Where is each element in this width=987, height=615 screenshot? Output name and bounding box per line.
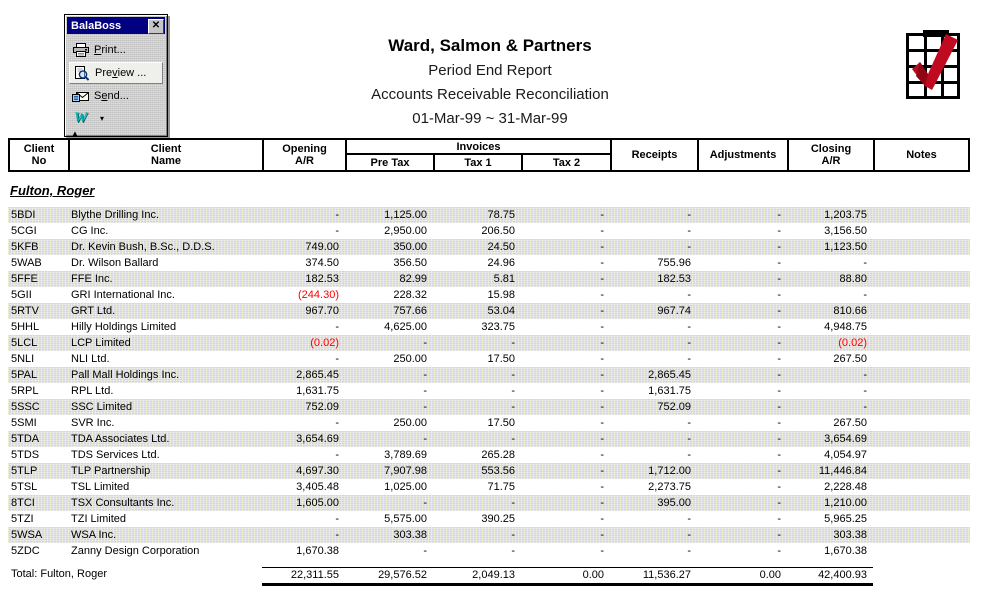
report-subtitle: Accounts Receivable Reconciliation bbox=[371, 86, 609, 103]
cell-adjustments: - bbox=[777, 401, 781, 413]
cell-receipts: - bbox=[687, 353, 691, 365]
report-table bbox=[8, 138, 970, 584]
send-label: Send... bbox=[94, 90, 129, 102]
cell-adjustments: - bbox=[777, 545, 781, 557]
cell-adjustments: - bbox=[777, 257, 781, 269]
col-header-tax-1: Tax 1 bbox=[435, 155, 523, 170]
toolbar-items bbox=[65, 36, 167, 136]
cell-client-name: LCP Limited bbox=[71, 337, 131, 349]
cell-adjustments: - bbox=[777, 513, 781, 525]
col-header-tax-2: Tax 2 bbox=[523, 155, 612, 170]
cell-pre-tax: 350.00 bbox=[393, 241, 427, 253]
cell-pre-tax: 82.99 bbox=[399, 273, 427, 285]
send-icon bbox=[72, 89, 89, 104]
cell-client-no: 5KFB bbox=[11, 241, 39, 253]
cell-closing-ar: 1,210.00 bbox=[824, 497, 867, 509]
cell-tax-2: - bbox=[600, 449, 604, 461]
cell-notes bbox=[873, 271, 970, 287]
cell-pre-tax: - bbox=[423, 385, 427, 397]
cell-tax-2: - bbox=[600, 305, 604, 317]
close-icon[interactable]: ✕ bbox=[148, 19, 164, 34]
cell-adjustments: - bbox=[777, 289, 781, 301]
cell-receipts: - bbox=[687, 417, 691, 429]
cell-adjustments: - bbox=[777, 497, 781, 509]
cell-tax-1: - bbox=[511, 369, 515, 381]
table-row bbox=[8, 335, 970, 351]
cell-notes bbox=[873, 479, 970, 495]
company-name: Ward, Salmon & Partners bbox=[388, 36, 592, 55]
cell-adjustments: - bbox=[777, 225, 781, 237]
cell-receipts: 967.74 bbox=[657, 305, 691, 317]
cell-client-no: 5PAL bbox=[11, 369, 38, 381]
cell-receipts: - bbox=[687, 209, 691, 221]
cell-closing-ar: 267.50 bbox=[833, 417, 867, 429]
cell-pre-tax: 5,575.00 bbox=[384, 513, 427, 525]
cell-receipts: 2,273.75 bbox=[648, 481, 691, 493]
cell-tax-1: 5.81 bbox=[493, 273, 515, 285]
col-header-invoices: Invoices bbox=[347, 140, 612, 155]
cell-opening-ar: 749.00 bbox=[305, 241, 339, 253]
report-title-block bbox=[230, 36, 750, 134]
cell-client-name: TLP Partnership bbox=[71, 465, 151, 477]
printer-icon bbox=[72, 43, 89, 58]
table-row bbox=[8, 383, 970, 399]
col-header-pre-tax: Pre Tax bbox=[347, 155, 435, 170]
cell-adjustments: - bbox=[777, 353, 781, 365]
overflow-arrow-icon: ▲ bbox=[71, 129, 79, 138]
cell-pre-tax: - bbox=[423, 369, 427, 381]
col-header-client-name: Client Name bbox=[70, 140, 264, 170]
cell-receipts: - bbox=[687, 289, 691, 301]
cell-adjustments: - bbox=[777, 305, 781, 317]
cell-client-no: 5WAB bbox=[11, 257, 42, 269]
cell-opening-ar: - bbox=[335, 353, 339, 365]
cell-pre-tax: - bbox=[423, 545, 427, 557]
cell-opening-ar: 1,631.75 bbox=[296, 385, 339, 397]
preview-button[interactable] bbox=[69, 62, 163, 84]
cell-client-name: CG Inc. bbox=[71, 225, 109, 237]
cell-client-name: Zanny Design Corporation bbox=[71, 545, 200, 557]
cell-tax-2: - bbox=[600, 209, 604, 221]
col-header-adjustments: Adjustments bbox=[699, 140, 789, 170]
cell-pre-tax: - bbox=[423, 433, 427, 445]
cell-opening-ar: 3,654.69 bbox=[296, 433, 339, 445]
cell-adjustments: - bbox=[777, 337, 781, 349]
col-header-receipts: Receipts bbox=[612, 140, 699, 170]
cell-client-name: SSC Limited bbox=[71, 401, 133, 413]
cell-pre-tax: - bbox=[423, 401, 427, 413]
cell-tax-2: - bbox=[600, 241, 604, 253]
cell-closing-ar: 303.38 bbox=[833, 529, 867, 541]
cell-notes bbox=[873, 415, 970, 431]
cell-closing-ar: - bbox=[863, 385, 867, 397]
cell-closing-ar: 810.66 bbox=[833, 305, 867, 317]
table-row bbox=[8, 495, 970, 511]
cell-pre-tax: 7,907.98 bbox=[384, 465, 427, 477]
cell-receipts: - bbox=[687, 433, 691, 445]
cell-client-no: 5CGI bbox=[11, 225, 37, 237]
cell-adjustments: - bbox=[777, 465, 781, 477]
cell-closing-ar: 267.50 bbox=[833, 353, 867, 365]
col-header-client-no: Client No bbox=[10, 140, 70, 170]
cell-receipts: - bbox=[687, 337, 691, 349]
cell-notes bbox=[873, 447, 970, 463]
cell-client-name: Hilly Holdings Limited bbox=[71, 321, 177, 333]
cell-client-name: TSL Limited bbox=[71, 481, 130, 493]
cell-notes bbox=[873, 383, 970, 399]
cell-tax-2: - bbox=[600, 497, 604, 509]
cell-client-no: 5RTV bbox=[11, 305, 39, 317]
cell-adjustments: - bbox=[777, 433, 781, 445]
cell-adjustments: - bbox=[777, 209, 781, 221]
cell-opening-ar: 182.53 bbox=[305, 273, 339, 285]
cell-notes bbox=[873, 527, 970, 543]
cell-opening-ar: - bbox=[335, 321, 339, 333]
cell-tax-1: - bbox=[511, 545, 515, 557]
cell-tax-2: - bbox=[600, 273, 604, 285]
cell-pre-tax: 228.32 bbox=[393, 289, 427, 301]
cell-client-no: 5BDI bbox=[11, 209, 36, 221]
preview-label: Preview ... bbox=[95, 67, 147, 79]
cell-receipts: 755.96 bbox=[657, 257, 691, 269]
cell-client-no: 5ZDC bbox=[11, 545, 40, 557]
cell-notes bbox=[873, 255, 970, 271]
table-row bbox=[8, 479, 970, 495]
cell-client-no: 5HHL bbox=[11, 321, 40, 333]
cell-closing-ar: 5,965.25 bbox=[824, 513, 867, 525]
col-header-notes: Notes bbox=[906, 149, 937, 161]
col-header-closing-ar: Closing A/R bbox=[789, 140, 875, 170]
cell-notes bbox=[873, 335, 970, 351]
cell-notes bbox=[873, 351, 970, 367]
cell-receipts: 2,865.45 bbox=[648, 369, 691, 381]
cell-client-no: 5SMI bbox=[11, 417, 37, 429]
cell-tax-2: - bbox=[600, 289, 604, 301]
print-label: Print... bbox=[94, 44, 126, 56]
cell-closing-ar: - bbox=[863, 369, 867, 381]
cell-client-name: SVR Inc. bbox=[71, 417, 115, 429]
cell-closing-ar: 2,228.48 bbox=[824, 481, 867, 493]
table-row bbox=[8, 543, 970, 559]
cell-opening-ar: 752.09 bbox=[305, 401, 339, 413]
cell-closing-ar: (0.02) bbox=[838, 337, 867, 349]
cell-opening-ar: - bbox=[335, 225, 339, 237]
cell-pre-tax: 757.66 bbox=[393, 305, 427, 317]
cell-client-name: TSX Consultants Inc. bbox=[71, 497, 175, 509]
cell-tax-2: - bbox=[600, 529, 604, 541]
table-header bbox=[8, 138, 970, 172]
table-row bbox=[8, 399, 970, 415]
cell-tax-2: - bbox=[600, 433, 604, 445]
cell-notes bbox=[873, 495, 970, 511]
cell-client-name: TDS Services Ltd. bbox=[71, 449, 160, 461]
cell-adjustments: - bbox=[777, 273, 781, 285]
cell-client-no: 5GII bbox=[11, 289, 32, 301]
cell-receipts: - bbox=[687, 241, 691, 253]
cell-adjustments: - bbox=[777, 385, 781, 397]
cell-closing-ar: 4,948.75 bbox=[824, 321, 867, 333]
cell-closing-ar: - bbox=[863, 289, 867, 301]
cell-notes bbox=[873, 463, 970, 479]
cell-tax-1: 53.04 bbox=[487, 305, 515, 317]
cell-closing-ar: 1,123.50 bbox=[824, 241, 867, 253]
cell-receipts: - bbox=[687, 321, 691, 333]
cell-client-no: 5SSC bbox=[11, 401, 40, 413]
cell-tax-2: - bbox=[600, 321, 604, 333]
cell-receipts: - bbox=[687, 513, 691, 525]
cell-opening-ar: 2,865.45 bbox=[296, 369, 339, 381]
cell-client-name: WSA Inc. bbox=[71, 529, 117, 541]
total-label: Total: Fulton, Roger bbox=[11, 568, 107, 580]
cell-client-no: 5TDA bbox=[11, 433, 40, 445]
cell-client-no: 5TDS bbox=[11, 449, 40, 461]
cell-opening-ar: 1,605.00 bbox=[296, 497, 339, 509]
cell-client-no: 5RPL bbox=[11, 385, 39, 397]
cell-tax-1: 15.98 bbox=[487, 289, 515, 301]
report-title: Period End Report bbox=[428, 62, 552, 79]
cell-tax-1: 24.50 bbox=[487, 241, 515, 253]
cell-client-no: 5NLI bbox=[11, 353, 35, 365]
toolbar-titlebar[interactable] bbox=[67, 17, 165, 34]
col-header-opening-ar: Opening A/R bbox=[264, 140, 347, 170]
cell-opening-ar: (0.02) bbox=[310, 337, 339, 349]
preview-icon bbox=[73, 66, 90, 81]
table-row bbox=[8, 431, 970, 447]
cell-pre-tax: 2,950.00 bbox=[384, 225, 427, 237]
cell-client-name: Blythe Drilling Inc. bbox=[71, 209, 160, 221]
total-tax-2: 0.00 bbox=[521, 567, 610, 586]
table-row bbox=[8, 239, 970, 255]
cell-pre-tax: 3,789.69 bbox=[384, 449, 427, 461]
table-row bbox=[8, 207, 970, 223]
cell-closing-ar: 88.80 bbox=[839, 273, 867, 285]
total-row bbox=[8, 567, 970, 584]
table-row bbox=[8, 511, 970, 527]
toolbar-title: BalaBoss bbox=[71, 19, 122, 32]
cell-client-no: 5TLP bbox=[11, 465, 38, 477]
cell-client-name: Pall Mall Holdings Inc. bbox=[71, 369, 180, 381]
cell-tax-1: 71.75 bbox=[487, 481, 515, 493]
cell-receipts: - bbox=[687, 225, 691, 237]
cell-notes bbox=[873, 319, 970, 335]
cell-closing-ar: 11,446.84 bbox=[818, 465, 867, 477]
cell-adjustments: - bbox=[777, 241, 781, 253]
cell-receipts: 1,631.75 bbox=[648, 385, 691, 397]
cell-tax-1: 24.96 bbox=[487, 257, 515, 269]
cell-tax-1: 390.25 bbox=[481, 513, 515, 525]
word-icon: W bbox=[73, 110, 88, 126]
cell-client-no: 5FFE bbox=[11, 273, 38, 285]
cell-tax-2: - bbox=[600, 225, 604, 237]
cell-client-no: 8TCI bbox=[11, 497, 35, 509]
cell-tax-2: - bbox=[600, 545, 604, 557]
cell-opening-ar: - bbox=[335, 529, 339, 541]
cell-pre-tax: 250.00 bbox=[393, 353, 427, 365]
table-row bbox=[8, 223, 970, 239]
cell-tax-2: - bbox=[600, 257, 604, 269]
total-adjustments: 0.00 bbox=[697, 567, 787, 586]
table-body bbox=[8, 207, 970, 559]
cell-tax-2: - bbox=[600, 417, 604, 429]
table-row bbox=[8, 527, 970, 543]
total-closing-ar: 42,400.93 bbox=[787, 567, 873, 586]
table-row bbox=[8, 319, 970, 335]
cell-client-no: 5WSA bbox=[11, 529, 43, 541]
cell-opening-ar: - bbox=[335, 417, 339, 429]
table-row bbox=[8, 351, 970, 367]
cell-tax-2: - bbox=[600, 465, 604, 477]
cell-tax-2: - bbox=[600, 481, 604, 493]
cell-pre-tax: - bbox=[423, 337, 427, 349]
table-row bbox=[8, 303, 970, 319]
cell-client-name: GRI International Inc. bbox=[71, 289, 175, 301]
cell-closing-ar: 3,654.69 bbox=[824, 433, 867, 445]
cell-pre-tax: 303.38 bbox=[393, 529, 427, 541]
cell-pre-tax: 1,125.00 bbox=[384, 209, 427, 221]
cell-tax-1: 265.28 bbox=[481, 449, 515, 461]
cell-notes bbox=[873, 431, 970, 447]
table-row bbox=[8, 271, 970, 287]
cell-tax-1: - bbox=[511, 337, 515, 349]
cell-client-no: 5TSL bbox=[11, 481, 38, 493]
send-button[interactable] bbox=[69, 86, 163, 106]
total-opening-ar: 22,311.55 bbox=[262, 567, 345, 586]
cell-client-name: Dr. Kevin Bush, B.Sc., D.D.S. bbox=[71, 241, 215, 253]
cell-adjustments: - bbox=[777, 321, 781, 333]
cell-tax-1: - bbox=[511, 497, 515, 509]
cell-pre-tax: - bbox=[423, 497, 427, 509]
cell-notes bbox=[873, 511, 970, 527]
total-tax-1: 2,049.13 bbox=[433, 567, 521, 586]
cell-tax-1: - bbox=[511, 385, 515, 397]
table-row bbox=[8, 447, 970, 463]
cell-pre-tax: 1,025.00 bbox=[384, 481, 427, 493]
cell-pre-tax: 250.00 bbox=[393, 417, 427, 429]
cell-opening-ar: 4,697.30 bbox=[296, 465, 339, 477]
cell-tax-1: 206.50 bbox=[481, 225, 515, 237]
cell-notes bbox=[873, 543, 970, 559]
cell-tax-1: - bbox=[511, 401, 515, 413]
cell-opening-ar: (244.30) bbox=[298, 289, 339, 301]
cell-closing-ar: 1,670.38 bbox=[824, 545, 867, 557]
table-row bbox=[8, 415, 970, 431]
cell-client-name: FFE Inc. bbox=[71, 273, 113, 285]
cell-pre-tax: 356.50 bbox=[393, 257, 427, 269]
cell-notes bbox=[873, 399, 970, 415]
cell-tax-2: - bbox=[600, 385, 604, 397]
cell-client-name: NLI Ltd. bbox=[71, 353, 110, 365]
cell-adjustments: - bbox=[777, 417, 781, 429]
checkmark-grid-logo-icon bbox=[903, 26, 967, 106]
cell-adjustments: - bbox=[777, 481, 781, 493]
cell-notes bbox=[873, 303, 970, 319]
cell-notes bbox=[873, 207, 970, 223]
cell-opening-ar: 374.50 bbox=[305, 257, 339, 269]
table-row bbox=[8, 287, 970, 303]
cell-closing-ar: - bbox=[863, 257, 867, 269]
cell-tax-1: 78.75 bbox=[487, 209, 515, 221]
cell-tax-2: - bbox=[600, 353, 604, 365]
cell-adjustments: - bbox=[777, 449, 781, 461]
cell-receipts: 1,712.00 bbox=[648, 465, 691, 477]
cell-receipts: - bbox=[687, 449, 691, 461]
total-receipts: 11,536.27 bbox=[610, 567, 697, 586]
cell-opening-ar: 3,405.48 bbox=[296, 481, 339, 493]
cell-closing-ar: - bbox=[863, 401, 867, 413]
word-button[interactable] bbox=[69, 108, 163, 128]
cell-receipts: 395.00 bbox=[657, 497, 691, 509]
cell-tax-1: 17.50 bbox=[487, 417, 515, 429]
cell-opening-ar: 967.70 bbox=[305, 305, 339, 317]
total-notes bbox=[873, 567, 970, 586]
balaboss-toolbar bbox=[64, 14, 168, 137]
report-period: 01-Mar-99 ~ 31-Mar-99 bbox=[412, 110, 568, 127]
cell-closing-ar: 4,054.97 bbox=[824, 449, 867, 461]
cell-opening-ar: 1,670.38 bbox=[296, 545, 339, 557]
cell-tax-2: - bbox=[600, 369, 604, 381]
cell-opening-ar: - bbox=[335, 449, 339, 461]
group-header: Fulton, Roger bbox=[10, 183, 95, 198]
cell-notes bbox=[873, 287, 970, 303]
cell-opening-ar: - bbox=[335, 513, 339, 525]
cell-opening-ar: - bbox=[335, 209, 339, 221]
cell-adjustments: - bbox=[777, 529, 781, 541]
cell-tax-1: - bbox=[511, 433, 515, 445]
cell-tax-1: 553.56 bbox=[481, 465, 515, 477]
cell-pre-tax: 4,625.00 bbox=[384, 321, 427, 333]
cell-client-name: TDA Associates Ltd. bbox=[71, 433, 170, 445]
cell-tax-2: - bbox=[600, 401, 604, 413]
cell-tax-2: - bbox=[600, 513, 604, 525]
cell-closing-ar: 1,203.75 bbox=[824, 209, 867, 221]
cell-receipts: 182.53 bbox=[657, 273, 691, 285]
cell-receipts: 752.09 bbox=[657, 401, 691, 413]
cell-tax-2: - bbox=[600, 337, 604, 349]
cell-tax-1: - bbox=[511, 529, 515, 541]
table-row bbox=[8, 367, 970, 383]
cell-adjustments: - bbox=[777, 369, 781, 381]
cell-receipts: - bbox=[687, 529, 691, 541]
chevron-down-icon[interactable]: ▾ bbox=[100, 113, 105, 123]
total-pre-tax: 29,576.52 bbox=[345, 567, 433, 586]
cell-tax-1: 17.50 bbox=[487, 353, 515, 365]
table-row bbox=[8, 463, 970, 479]
cell-notes bbox=[873, 239, 970, 255]
cell-notes bbox=[873, 223, 970, 239]
cell-client-name: TZI Limited bbox=[71, 513, 127, 525]
cell-client-name: Dr. Wilson Ballard bbox=[71, 257, 159, 269]
cell-closing-ar: 3,156.50 bbox=[824, 225, 867, 237]
cell-receipts: - bbox=[687, 545, 691, 557]
print-button[interactable] bbox=[69, 40, 163, 60]
cell-client-name: GRT Ltd. bbox=[71, 305, 116, 317]
cell-client-name: RPL Ltd. bbox=[71, 385, 114, 397]
cell-notes bbox=[873, 367, 970, 383]
cell-client-no: 5TZI bbox=[11, 513, 34, 525]
cell-client-no: 5LCL bbox=[11, 337, 38, 349]
table-row bbox=[8, 255, 970, 271]
cell-tax-1: 323.75 bbox=[481, 321, 515, 333]
